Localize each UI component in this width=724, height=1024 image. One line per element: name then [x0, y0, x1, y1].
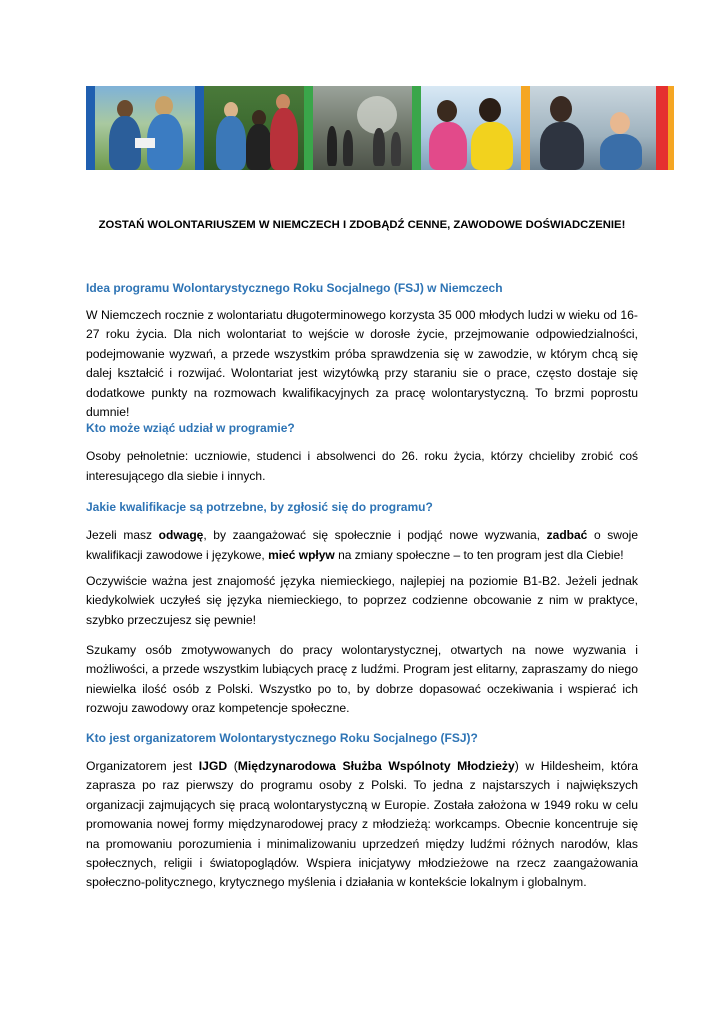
emphasis-ijgd-full-name: Międzynarodowa Służba Wspólnoty Młodzieży — [237, 759, 515, 773]
section-heading-who-can-join: Kto może wziąć udział w programie? — [86, 421, 295, 435]
banner-photo-forest-group — [204, 86, 304, 170]
banner-stripe-green-2 — [412, 86, 421, 170]
page-title: ZOSTAŃ WOLONTARIUSZEM W NIEMCZECH I ZDOBĄDŹ CENNE, ZAWODOWE DOŚWIADCZENIE! — [98, 219, 626, 231]
emphasis-ijgd: IJGD — [198, 759, 228, 773]
emphasis-courage: odwagę — [158, 528, 204, 542]
section-heading-qualifications: Jakie kwalifikacje są potrzebne, by zgłosić się do programu? — [86, 500, 433, 514]
paragraph-who-can-join: Osoby pełnoletnie: uczniowie, studenci i absolwenci do 26. roku życia, którzy chcieliby zrobić coś interesującego dla siebie i innych. — [86, 449, 638, 483]
emphasis-have-influence: mieć wpływ — [268, 548, 335, 562]
banner-stripe-green — [304, 86, 313, 170]
paragraph-organizer: Organizatorem jest IJGD (Międzynarodowa Służba Wspólnoty Młodzieży) w Hildesheim, która zaprasza po raz pierwszy do programu osoby z Polski. To jedna z najstarszych i największych organizacji zajmujących się pracą wolontarystyczną w Europie. Została założona w 1949 roku w celu promowania nowej formy międzynarodowej pracy z młodzieżą: workcamps. Obecnie koncentruje się na promowaniu porozumienia i minimalizowaniu uprzedzeń między ludźmi różnych narodów, klas społecznych, religii i światopoglądów. Wspiera inicjatywy młodzieżowe na rzecz zaangażowania społeczno-politycznego, krytycznego myślenia i działania w kontekście lokalnym i globalnym. — [86, 759, 639, 890]
header-banner — [86, 86, 674, 170]
banner-stripe-red — [656, 86, 668, 170]
banner-stripe-orange — [521, 86, 530, 170]
section-heading-program-idea: Idea programu Wolontarystycznego Roku Socjalnego (FSJ) w Niemczech — [86, 281, 503, 295]
banner-stripe-end — [668, 86, 674, 170]
banner-stripe-blue — [86, 86, 95, 170]
banner-photo-students-reading — [95, 86, 195, 170]
banner-photo-outdoor-work — [313, 86, 413, 170]
emphasis-take-care: zadbać — [546, 528, 588, 542]
banner-stripe-blue-2 — [195, 86, 204, 170]
banner-photo-smiling-youth — [421, 86, 521, 170]
paragraph-qualifications-intro: Jezeli masz odwagę, by zaangażować się społecznie i podjąć nowe wyzwania, zadbać o swoje kwalifikacji zawodowe i językowe, mieć wpływ na zmiany społeczne – to ten program jest dla Ciebie! — [86, 528, 638, 562]
paragraph-program-idea: W Niemczech rocznie z wolontariatu długoterminowego korzysta 35 000 młodych ludzi w wieku od 16-27 roku życia. Dla nich wolontariat to wejście w dorosłe życie, przejmowanie odpowiedzialności, podejmowanie wyzwań, a przede wszystkim próba sprawdzenia się w zawodzie, w którym chcą się dalej kształcić i rozwijać. Wolontariat jest wizytówką przy staraniu sie o prace, często dostaje się dodatkowe punkty na rozmowach kwalifikacyjnych za pracę wolontarystyczną. To brzmi poprostu dumnie! — [86, 308, 638, 420]
paragraph-german-language: Oczywiście ważna jest znajomość języka niemieckiego, najlepiej na poziomie B1-B2. Jeżeli jednak kiedykolwiek uczyłeś się języka niemieckiego, to poprzez codzienne obcowanie z nim w praktyce, szybko przeczujesz się pewnie! — [86, 574, 638, 627]
banner-photo-volunteer-child — [530, 86, 656, 170]
paragraph-motivated-people: Szukamy osób zmotywowanych do pracy wolontarystycznej, otwartych na nowe wyzwania i możliwości, a przede wszystkim lubiących pracę z ludźmi. Program jest elitarny, zapraszamy do niego niewielka ilość osób z Polski. Wszystko po to, by dobrze dopasować oczekiwania i wspierać ich rozwoju zawodowy oraz kompetencje społeczne. — [86, 643, 638, 716]
section-heading-organizer: Kto jest organizatorem Wolontarystycznego Roku Socjalnego (FSJ)? — [86, 731, 478, 745]
